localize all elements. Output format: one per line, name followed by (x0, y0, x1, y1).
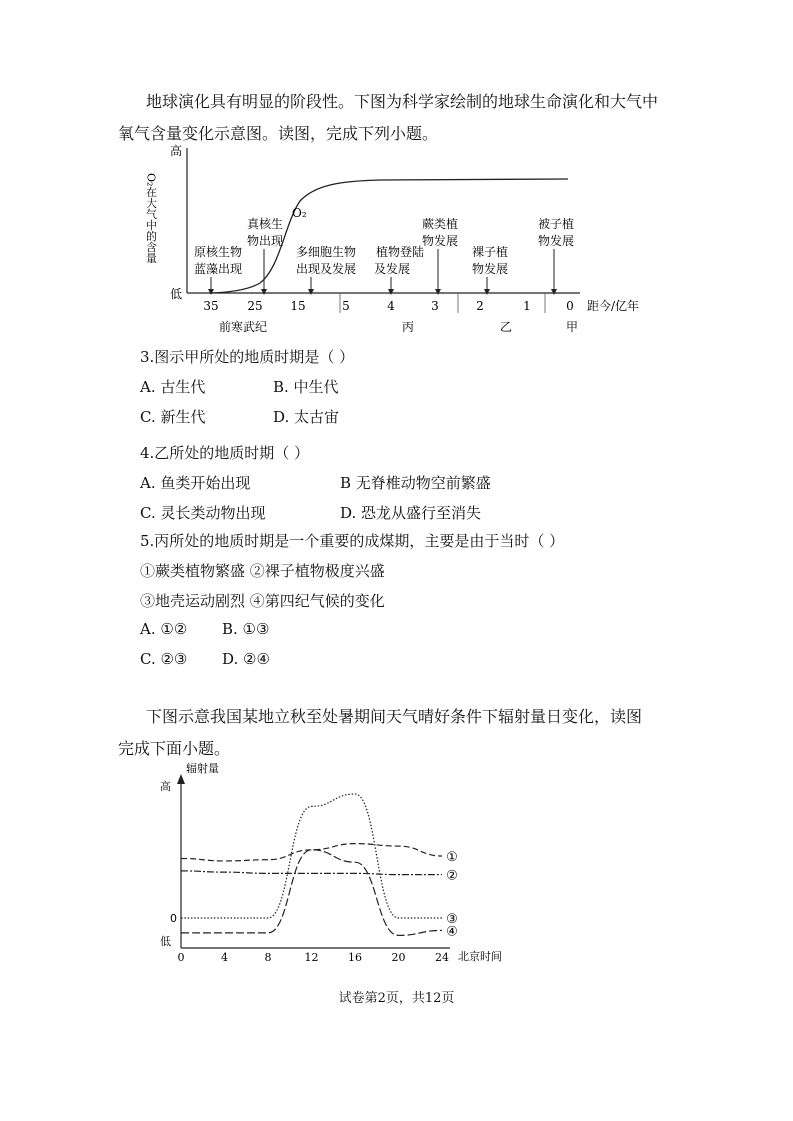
series-line-3 (181, 794, 442, 918)
x-tick: 12 (304, 951, 319, 964)
x-tick: 0 (566, 299, 574, 313)
question-4-stem: 4.乙所处的地质时期（ ） (140, 444, 310, 462)
q3-option-d[interactable]: D. 太古宙 (273, 408, 340, 426)
question-5-stem: 5.丙所处的地质时期是一个重要的成煤期，主要是由于当时（ ） (140, 532, 565, 550)
y-axis-title: O₂在大气中的含量 (144, 173, 158, 264)
arrow-head (261, 289, 267, 295)
event-annotations (194, 216, 574, 293)
oxygen-evolution-chart (140, 143, 670, 343)
q3-option-a[interactable]: A. 古生代 (140, 378, 206, 396)
intro-line: 氧气含量变化示意图。读图，完成下列小题。 (118, 124, 439, 143)
arrow-head (484, 289, 490, 295)
era-label: 甲 (565, 320, 579, 334)
curve-label: O₂ (292, 206, 307, 220)
x-tick: 2 (476, 299, 484, 313)
y-high-label: 高 (160, 780, 171, 793)
event-label: 蕨类植 (421, 217, 459, 231)
arrow-head (435, 289, 441, 295)
event-label: 多细胞生物 (295, 245, 357, 259)
radiation-daily-chart (150, 760, 520, 970)
y-axis-label (145, 143, 183, 301)
event-label: 真核生 (246, 217, 284, 231)
arrow-head (388, 289, 394, 295)
q3-option-b[interactable]: B. 中生代 (273, 378, 339, 396)
y-zero-label: 0 (170, 912, 177, 925)
y-high-label: 高 (170, 144, 183, 158)
x-tick: 0 (177, 951, 185, 964)
series-line-1 (181, 844, 442, 861)
intro-paragraph-1 (118, 86, 678, 150)
q5-statement-line: ①蕨类植物繁盛 ②裸子植物极度兴盛 (140, 562, 385, 580)
event-label: 原核生物 (193, 245, 243, 259)
y-axis-arrow (177, 774, 185, 784)
q5-option-c[interactable]: C. ②③ (140, 650, 188, 668)
event-label: 及发展 (373, 262, 411, 276)
series-label: ③ (446, 912, 458, 927)
x-tick: 3 (431, 299, 439, 313)
q5-option-b[interactable]: B. ①③ (222, 620, 270, 638)
x-tick: 20 (391, 951, 406, 964)
event-label: 被子植 (537, 217, 575, 231)
series-label: ① (446, 850, 458, 865)
x-tick-labels (203, 299, 573, 313)
x-tick: 15 (290, 299, 306, 313)
event-label: 裸子植 (471, 245, 509, 259)
era-label: 乙 (499, 320, 513, 334)
arrow-head (308, 289, 314, 295)
x-tick: 35 (203, 299, 219, 313)
series-label: ④ (446, 924, 458, 940)
series-label: ② (446, 868, 458, 884)
arrow-heads (208, 289, 557, 295)
page-footer: 试卷第2页，共12页 (338, 991, 455, 1006)
x-tick: 4 (387, 299, 395, 313)
q5-statement-line: ③地壳运动剧烈 ④第四纪气候的变化 (140, 592, 385, 610)
x-tick: 4 (221, 951, 228, 964)
y-axis-title: 辐射量 (186, 762, 219, 775)
x-tick: 1 (523, 299, 531, 313)
q5-option-a[interactable]: A. ①② (140, 620, 188, 638)
event-label: 物发展 (421, 234, 459, 248)
event-label: 物发展 (537, 234, 575, 248)
q4-option-d[interactable]: D. 恐龙从盛行至消失 (340, 504, 482, 522)
era-label: 丙 (401, 320, 415, 334)
x-tick: 24 (435, 951, 449, 964)
y-low-label: 低 (160, 935, 171, 948)
event-label: 物出现 (246, 234, 284, 248)
x-axis-title: 距今/亿年 (587, 299, 640, 313)
era-labels (219, 319, 578, 334)
y-low-label: 低 (170, 287, 183, 301)
arrow-head (208, 289, 214, 295)
intro-line: 地球演化具有明显的阶段性。下图为科学家绘制的地球生命演化和大气中 (146, 92, 659, 111)
series-line-4 (181, 850, 442, 936)
q3-option-c[interactable]: C. 新生代 (140, 408, 206, 426)
x-tick: 16 (348, 951, 362, 964)
x-tick: 5 (342, 299, 350, 313)
series-line-2 (181, 871, 442, 875)
q5-option-d[interactable]: D. ②④ (222, 650, 270, 668)
x-axis-title: 北京时间 (458, 950, 502, 963)
question-3-stem: 3.图示甲所处的地质时期是（ ） (140, 348, 355, 366)
x-tick: 8 (264, 951, 272, 964)
q4-option-a[interactable]: A. 鱼类开始出现 (140, 474, 251, 492)
event-label: 植物登陆 (375, 245, 425, 259)
era-label: 前寒武纪 (218, 320, 268, 334)
q4-option-b[interactable]: B 无脊椎动物空前繁盛 (340, 474, 491, 492)
intro-paragraph-2 (118, 701, 678, 765)
event-label: 物发展 (471, 262, 509, 276)
event-label: 出现及发展 (295, 262, 357, 276)
intro-line: 下图示意我国某地立秋至处暑期间天气晴好条件下辐射量日变化，读图 (146, 707, 643, 726)
intro-line: 完成下面小题。 (118, 739, 231, 758)
arrow-head (551, 289, 557, 295)
event-label: 蓝藻出现 (193, 262, 243, 276)
q4-option-c[interactable]: C. 灵长类动物出现 (140, 504, 266, 522)
x-tick: 25 (247, 299, 263, 313)
